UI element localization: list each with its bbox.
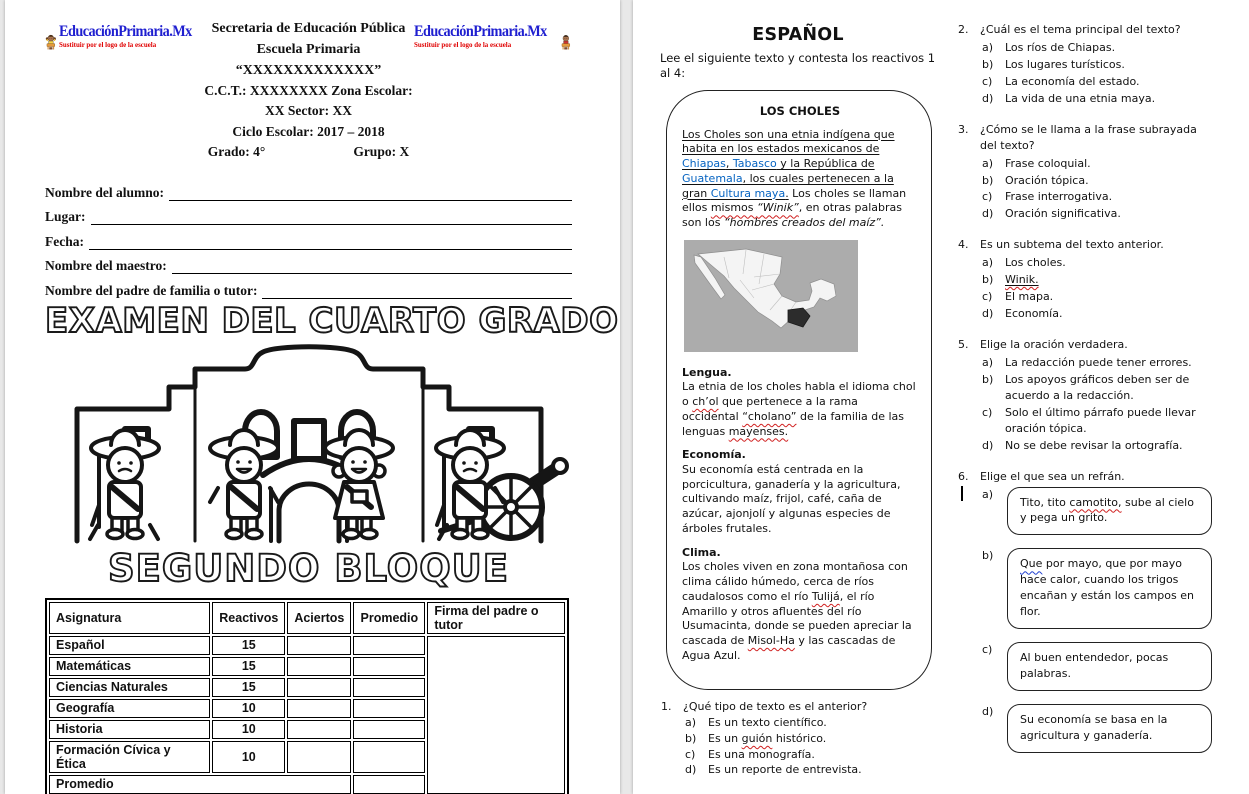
option-text: Es una monografía. [708, 747, 815, 761]
reactivos-cell: 10 [212, 741, 285, 773]
questions-col1 [661, 700, 936, 779]
logo-tagline: Sustituir por el logo de la escuela [58, 39, 156, 49]
question-option[interactable] [982, 40, 1212, 56]
option-text: Es un reporte de entrevista. [708, 763, 862, 777]
text-segment: ch’ol [692, 395, 719, 409]
option-letter: b) [982, 549, 994, 563]
question [958, 337, 1212, 454]
field-label: Lugar: [45, 209, 86, 224]
text-segment: Los Choles son una etnia indígena que habita en los estados mexicanos de [682, 127, 895, 156]
aciertos-cell [287, 699, 351, 718]
text-segment: Misol-Ha [747, 634, 795, 648]
column-header: Reactivos [212, 602, 285, 634]
column-header: Firma del padre o tutor [427, 602, 565, 634]
option-letter: d) [982, 91, 994, 105]
reading-intro: Los Choles son una etnia indígena que habita en los estados mexicanos de Chiapas, Tabasco y la República de Guatemala, los cuales pertenecen a la gran Cultura maya. Los choles se llaman ellos mismos “Winik”, en otras palabras son los “hombres creados del maíz”. [682, 127, 907, 230]
option-text: La economía del estado. [1005, 74, 1140, 88]
reactivos-cell: 15 [212, 657, 285, 676]
question-number: 4. [958, 238, 969, 252]
question-text: ¿Cuál es el tema principal del texto? [980, 23, 1181, 36]
question-option[interactable] [982, 57, 1212, 73]
boy-at-desk-icon [560, 18, 572, 66]
field-row [45, 176, 572, 201]
column-header: Aciertos [287, 602, 351, 634]
question [958, 237, 1212, 322]
option-letter: b) [982, 173, 994, 187]
grades-table [45, 598, 569, 794]
subject-cell: Formación Cívica y Ética [49, 741, 210, 773]
right-page-column-1 [660, 24, 936, 793]
option-letter: a) [982, 40, 994, 54]
question [958, 469, 1212, 753]
option-text: La redacción puede tener errores. [1005, 355, 1192, 369]
field-label: Nombre del padre de familia o tutor: [45, 282, 258, 298]
text-segment: . [785, 186, 789, 200]
question-head [958, 237, 1212, 253]
option-letter: a) [982, 256, 994, 270]
promedio-cell [353, 699, 425, 718]
logo-right [414, 14, 572, 66]
question-number: 2. [958, 23, 969, 36]
option-text: Los choles. [1005, 256, 1066, 270]
question-option[interactable] [982, 156, 1212, 172]
question-number: 5. [958, 338, 969, 351]
option-text: No se debe revisar la ortografía. [1005, 438, 1183, 452]
question-option[interactable] [982, 405, 1212, 437]
option-letter: b) [982, 372, 994, 386]
promedio-cell [353, 657, 425, 676]
option-letter: c) [982, 405, 993, 419]
subject-cell: Español [49, 636, 210, 655]
question-option[interactable] [685, 716, 936, 731]
option-text: Frase coloquial. [1005, 156, 1091, 170]
header-line-ciclo: Ciclo Escolar: 2017 – 2018 [232, 123, 385, 139]
reading-section-paragraph: Los choles viven en zona montañosa con clima cálido húmedo, cerca de ríos caudalosos como el río Tulijá, el río Amarillo y otros afluentes del río Usumacinta, donde se pueden apreciar la cascada de Misol-Ha y las cascadas de Agua Azul. [682, 560, 912, 662]
question-option[interactable] [982, 438, 1212, 454]
reading-section-heading: Lengua. [682, 365, 732, 379]
subject-cell: Geografía [49, 699, 210, 718]
question-option[interactable] [982, 272, 1212, 288]
instructions: Lee el siguiente texto y contesta los reactivos 1 al 4: [660, 51, 936, 81]
question-text: Elige el que sea un refrán. [980, 469, 1125, 483]
option-text: Economía. [1005, 307, 1063, 321]
promedio-cell [353, 720, 425, 739]
header-line-school: Escuela Primaria “XXXXXXXXXXXXX” [235, 42, 382, 78]
hyperlink[interactable]: Cultura maya [710, 186, 786, 200]
aciertos-cell [287, 657, 351, 676]
question-head [958, 469, 1212, 485]
option-letter: d) [685, 763, 697, 777]
logo-name: EducaciónPrimaria.Mx [58, 23, 192, 40]
question-option[interactable] [982, 372, 1212, 404]
text-segment: , [725, 157, 733, 171]
option-text: La vida de una etnia maya. [1005, 91, 1156, 105]
text-segment [682, 157, 726, 170]
exam-title: EXAMEN DEL CUARTO GRADO [45, 300, 619, 341]
option-letter: c) [982, 290, 993, 304]
girl-at-desk-icon [45, 18, 57, 66]
question-number: 3. [958, 122, 969, 136]
hyperlink[interactable]: Guatemala [682, 171, 743, 185]
subject-cell: Ciencias Naturales [49, 678, 210, 697]
reactivos-cell: 10 [212, 699, 285, 718]
field-row [45, 201, 572, 226]
field-row [45, 225, 572, 250]
question [661, 700, 936, 779]
subject-cell: Historia [49, 720, 210, 739]
promedio-total-cell [353, 775, 425, 794]
question-option[interactable] [982, 206, 1212, 222]
option-letter: a) [685, 716, 697, 730]
option-letter: d) [982, 307, 994, 321]
option-letter: b) [685, 732, 697, 746]
option-letter: c) [685, 747, 696, 761]
question-option[interactable] [982, 306, 1212, 322]
question-options [661, 716, 936, 778]
text-segment: camotito, [1069, 495, 1122, 509]
text-cursor[interactable] [961, 486, 963, 501]
text-segment: mismos [710, 201, 758, 215]
student-fields [45, 176, 572, 299]
question-options [958, 255, 1212, 322]
option-text: Es un texto científico. [708, 716, 827, 730]
section-title: ESPAÑOL [752, 25, 844, 45]
text-segment: mayenses. [728, 424, 789, 438]
reading-section-paragraph: La etnia de los choles habla el idioma chol o ch’ol que pertenece a la rama occidental “cholano” de la familia de las lenguas mayenses. [682, 380, 916, 438]
option-letter: a) [982, 355, 994, 369]
question-option[interactable] [982, 704, 1212, 753]
text-segment [733, 157, 777, 170]
logo-left [45, 14, 203, 66]
question-option[interactable] [982, 74, 1212, 90]
text-segment [1005, 273, 1039, 286]
exam-page-2 [633, 0, 1249, 794]
question-options [958, 355, 1212, 454]
reactivos-cell: 15 [212, 678, 285, 697]
field-label: Nombre del alumno: [45, 184, 165, 200]
column-header: Promedio [353, 602, 425, 634]
question-option[interactable] [685, 732, 936, 747]
question-head [661, 700, 936, 715]
option-box: Tito, tito camotito, sube al cielo y pega un grito. [1007, 487, 1212, 536]
grades-table-body [49, 602, 565, 794]
text-segment: , los cuales pertenecen a la gran [682, 171, 894, 200]
header-line-cct: C.C.T.: XXXXXXXX Zona Escolar: XX Sector: XX [204, 83, 413, 119]
signature-cell [427, 636, 565, 794]
option-letter: c) [982, 190, 993, 204]
question-option[interactable] [982, 355, 1212, 371]
revolution-kids-illustration [49, 341, 569, 553]
header-line-sep: Secretaria de Educación Pública [211, 21, 406, 36]
question-number: 6. [958, 469, 969, 483]
option-box: Su economía se basa en la agricultura y ganadería. [1007, 704, 1212, 753]
mexico-map [684, 240, 918, 357]
promedio-cell [353, 636, 425, 655]
field-label: Nombre del maestro: [45, 258, 167, 273]
question-options [958, 156, 1212, 223]
option-text: Los lugares turísticos. [1005, 57, 1125, 71]
question-text: ¿Qué tipo de texto es el anterior? [683, 699, 868, 713]
promedio-cell [353, 678, 425, 697]
field-blank-line[interactable] [262, 283, 572, 299]
option-letter: d) [982, 207, 994, 221]
question-options [958, 40, 1212, 107]
option-text: Oración significativa. [1005, 207, 1121, 221]
option-text: Oración tópica. [1005, 173, 1089, 187]
text-segment: Tulijá [811, 589, 840, 603]
page-header [45, 14, 572, 162]
reactivos-cell: 10 [212, 720, 285, 739]
question-text: ¿Cómo se le llama a la frase subrayada del texto? [980, 122, 1197, 152]
question-option[interactable] [982, 289, 1212, 305]
reading-section-heading: Economía. [682, 448, 746, 462]
reading-section-paragraph: Su economía está centrada en la porcicultura, ganadería y la agricultura, cultivando maíz, frijol, café, caña de azúcar, ajonjolí y algunas especies de árboles frutales. [682, 463, 901, 535]
text-segment: “hombres creados del maíz”. [723, 216, 885, 230]
option-letter: a) [982, 156, 994, 170]
field-blank-line[interactable] [172, 258, 572, 274]
field-blank-line[interactable] [89, 234, 572, 250]
option-box: Que por mayo, que por mayo hace calor, cuando los trigos encañan y están los campos en flor. [1007, 548, 1212, 629]
reading-sections [682, 366, 918, 664]
question-option[interactable] [685, 763, 936, 778]
option-letter: a) [982, 487, 994, 501]
option-letter: b) [982, 273, 994, 287]
text-segment: Winik. [1005, 273, 1039, 287]
question-option[interactable] [982, 548, 1212, 629]
group-label: Grupo: X [353, 143, 410, 159]
field-label: Fecha: [45, 233, 84, 249]
text-segment [711, 187, 785, 200]
option-text [1005, 272, 1212, 288]
aciertos-cell [287, 720, 351, 739]
field-blank-line[interactable] [91, 209, 573, 225]
aciertos-cell [287, 678, 351, 697]
question-head [958, 22, 1212, 38]
reading-title: LOS CHOLES [759, 104, 841, 119]
reactivos-cell: 15 [212, 636, 285, 655]
option-text: Frase interrogativa. [1005, 190, 1113, 204]
question-option[interactable] [982, 189, 1212, 205]
option-text: Es un guión histórico. [708, 732, 827, 746]
question-option[interactable] [982, 173, 1212, 189]
question-option[interactable] [982, 487, 1212, 536]
question-option[interactable] [982, 642, 1212, 691]
option-text: Los ríos de Chiapas. [1005, 40, 1116, 54]
question-option[interactable] [982, 255, 1212, 271]
reading-section-heading: Clima. [682, 545, 721, 559]
table-header-row [49, 602, 565, 634]
option-letter: b) [982, 57, 994, 71]
exam-page-1 [5, 0, 620, 794]
text-segment: guión [741, 732, 773, 746]
text-segment: y la República de [776, 157, 875, 171]
questions-col2 [958, 22, 1212, 753]
text-segment: “Winik” [757, 201, 799, 215]
question-option[interactable] [685, 748, 936, 763]
aciertos-cell [287, 741, 351, 773]
hyperlink[interactable]: Chiapas [682, 157, 726, 171]
question-number: 1. [661, 699, 672, 713]
grade-label: Grado: 4° [207, 143, 266, 159]
subject-cell: Matemáticas [49, 657, 210, 676]
text-segment: Que [1020, 557, 1043, 571]
option-letter: d) [982, 438, 994, 452]
question-text: Es un subtema del texto anterior. [980, 238, 1164, 252]
question-option[interactable] [982, 91, 1212, 107]
field-blank-line[interactable] [169, 185, 572, 201]
question [958, 122, 1212, 223]
aciertos-cell [287, 636, 351, 655]
option-letter: d) [982, 705, 994, 718]
question-head [958, 122, 1212, 154]
option-letter: c) [982, 643, 993, 657]
text-segment: “cholano” [742, 409, 797, 423]
logo-tagline: Sustituir por el logo de la escuela [414, 39, 512, 49]
option-text: El mapa. [1005, 290, 1054, 304]
reading-box [666, 90, 932, 689]
field-row [45, 274, 572, 299]
question-text: Elige la oración verdadera. [980, 338, 1128, 351]
school-header [203, 14, 414, 162]
table-row [49, 636, 565, 655]
hyperlink[interactable]: Tabasco [732, 157, 777, 171]
field-row [45, 250, 572, 275]
option-text: Solo el último párrafo puede llevar oración tópica. [1005, 405, 1196, 435]
question [958, 22, 1212, 107]
column-header: Asignatura [49, 602, 210, 634]
block-title: SEGUNDO BLOQUE [107, 546, 510, 590]
right-page-column-2 [958, 22, 1212, 768]
text-segment [682, 172, 743, 185]
option-text: Los apoyos gráficos deben ser de acuerdo a la redacción. [1005, 372, 1190, 402]
question-options [958, 487, 1212, 753]
option-letter: c) [982, 74, 993, 88]
text-segment [757, 201, 799, 214]
promedio-footer-label: Promedio [49, 775, 351, 794]
promedio-cell [353, 741, 425, 773]
logo-name: EducaciónPrimaria.Mx [414, 23, 547, 40]
option-box: Al buen entendedor, pocas palabras. [1007, 642, 1212, 691]
question-head [958, 337, 1212, 353]
